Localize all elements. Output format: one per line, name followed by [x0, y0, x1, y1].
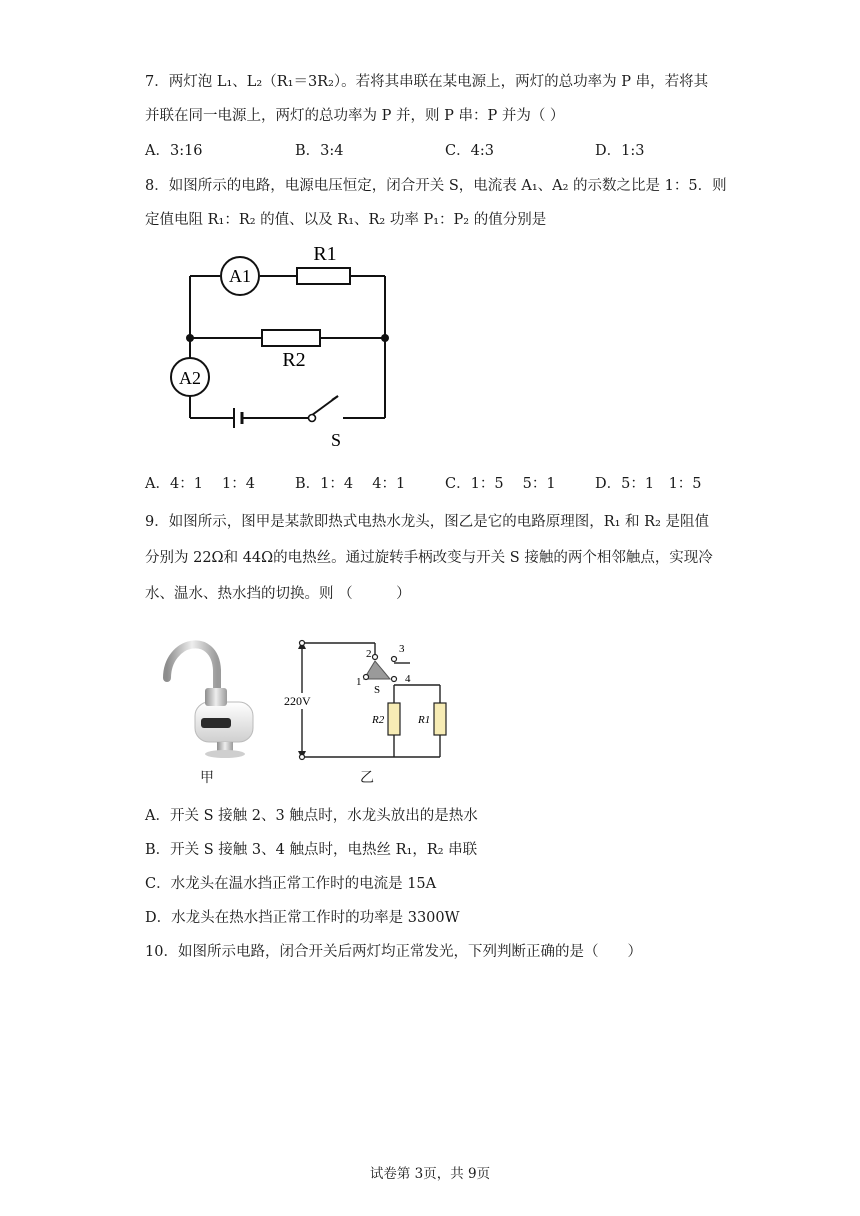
q9-line3: 水、温水、热水挡的切换。则 （ ） — [145, 586, 411, 602]
q7-option-a: A．3:16 — [145, 143, 203, 159]
switch-pivot — [309, 415, 316, 422]
q7-option-b: B．3:4 — [295, 143, 344, 159]
figure-label-yi: 乙 — [360, 770, 374, 786]
q7-line2: 并联在同一电源上，两灯的总功率为 P 并，则 P 串：P 并为（ ） — [145, 108, 565, 124]
q7-option-d: D．1:3 — [595, 143, 645, 159]
switch-label: S — [374, 684, 381, 696]
contact-4 — [392, 677, 397, 682]
q9-option-d: D．水龙头在热水挡正常工作时的功率是 3300W — [145, 910, 460, 926]
contact-4-label: 4 — [405, 673, 411, 685]
junction-dot-right — [381, 334, 389, 342]
heater-r2-label: R2 — [372, 714, 385, 726]
q9-line1: 9．如图所示，图甲是某款即热式电热水龙头，图乙是它的电路原理图，R₁ 和 R₂ 是阻值 — [145, 514, 710, 530]
q7-line1: 7．两灯泡 L₁、L₂（R₁＝3R₂）。若将其串联在某电源上，两灯的总功率为 P 串，若将其 — [145, 74, 709, 90]
faucet-display — [201, 718, 231, 728]
terminal-bottom — [300, 755, 305, 760]
resistor-r2-label: R2 — [282, 349, 306, 371]
faucet-image — [155, 630, 275, 780]
q8-option-a: A．4：1 1：4 — [145, 476, 255, 492]
contact-2-label: 2 — [366, 648, 372, 660]
resistor-r2 — [262, 330, 320, 346]
q8-circuit-diagram — [160, 238, 410, 458]
ammeter-a1-label: A1 — [229, 266, 251, 286]
faucet-base-shadow — [205, 750, 245, 758]
heater-r2 — [388, 703, 400, 735]
ammeter-a2-label: A2 — [179, 368, 201, 388]
q10-line1: 10．如图所示电路，闭合开关后两灯均正常发光，下列判断正确的是（ ） — [145, 944, 642, 960]
q7-option-c: C．4:3 — [445, 143, 494, 159]
heater-r1-label: R1 — [418, 714, 431, 726]
switch-label: S — [330, 430, 342, 450]
contact-1 — [364, 675, 369, 680]
q8-option-b: B．1：4 4：1 — [295, 476, 406, 492]
q8-option-c: C．1：5 5：1 — [445, 476, 556, 492]
terminal-top — [300, 641, 305, 646]
page-footer: 试卷第 3页，共 9页 — [369, 1166, 491, 1182]
figure-label-jia: 甲 — [200, 770, 214, 786]
q9-circuit-diagram — [280, 635, 460, 765]
q8-option-d: D．5：1 1：5 — [595, 476, 702, 492]
contact-1-label: 1 — [356, 676, 362, 688]
q9-option-b: B．开关 S 接触 3、4 触点时，电热丝 R₁，R₂ 串联 — [145, 842, 478, 858]
junction-dot-left — [186, 334, 194, 342]
resistor-r1-label: R1 — [313, 243, 337, 265]
q8-line1: 8．如图所示的电路，电源电压恒定，闭合开关 S，电流表 A₁、A₂ 的示数之比是 1：5．则 — [145, 178, 727, 194]
heater-r1 — [434, 703, 446, 735]
contact-3 — [392, 657, 397, 662]
q9-option-a: A．开关 S 接触 2、3 触点时，水龙头放出的是热水 — [145, 808, 478, 824]
contact-3-label: 3 — [399, 643, 405, 655]
faucet-handle — [205, 688, 227, 706]
contact-2 — [373, 655, 378, 660]
resistor-r1 — [297, 268, 350, 284]
q8-line2: 定值电阻 R₁：R₂ 的值、以及 R₁、R₂ 功率 P₁：P₂ 的值分别是 — [145, 212, 547, 228]
q9-option-c: C．水龙头在温水挡正常工作时的电流是 15A — [145, 876, 437, 892]
voltage-label: 220V — [284, 694, 311, 708]
q9-line2: 分别为 22Ω和 44Ω的电热丝。通过旋转手柄改变与开关 S 接触的两个相邻触点，实现冷 — [145, 550, 713, 566]
